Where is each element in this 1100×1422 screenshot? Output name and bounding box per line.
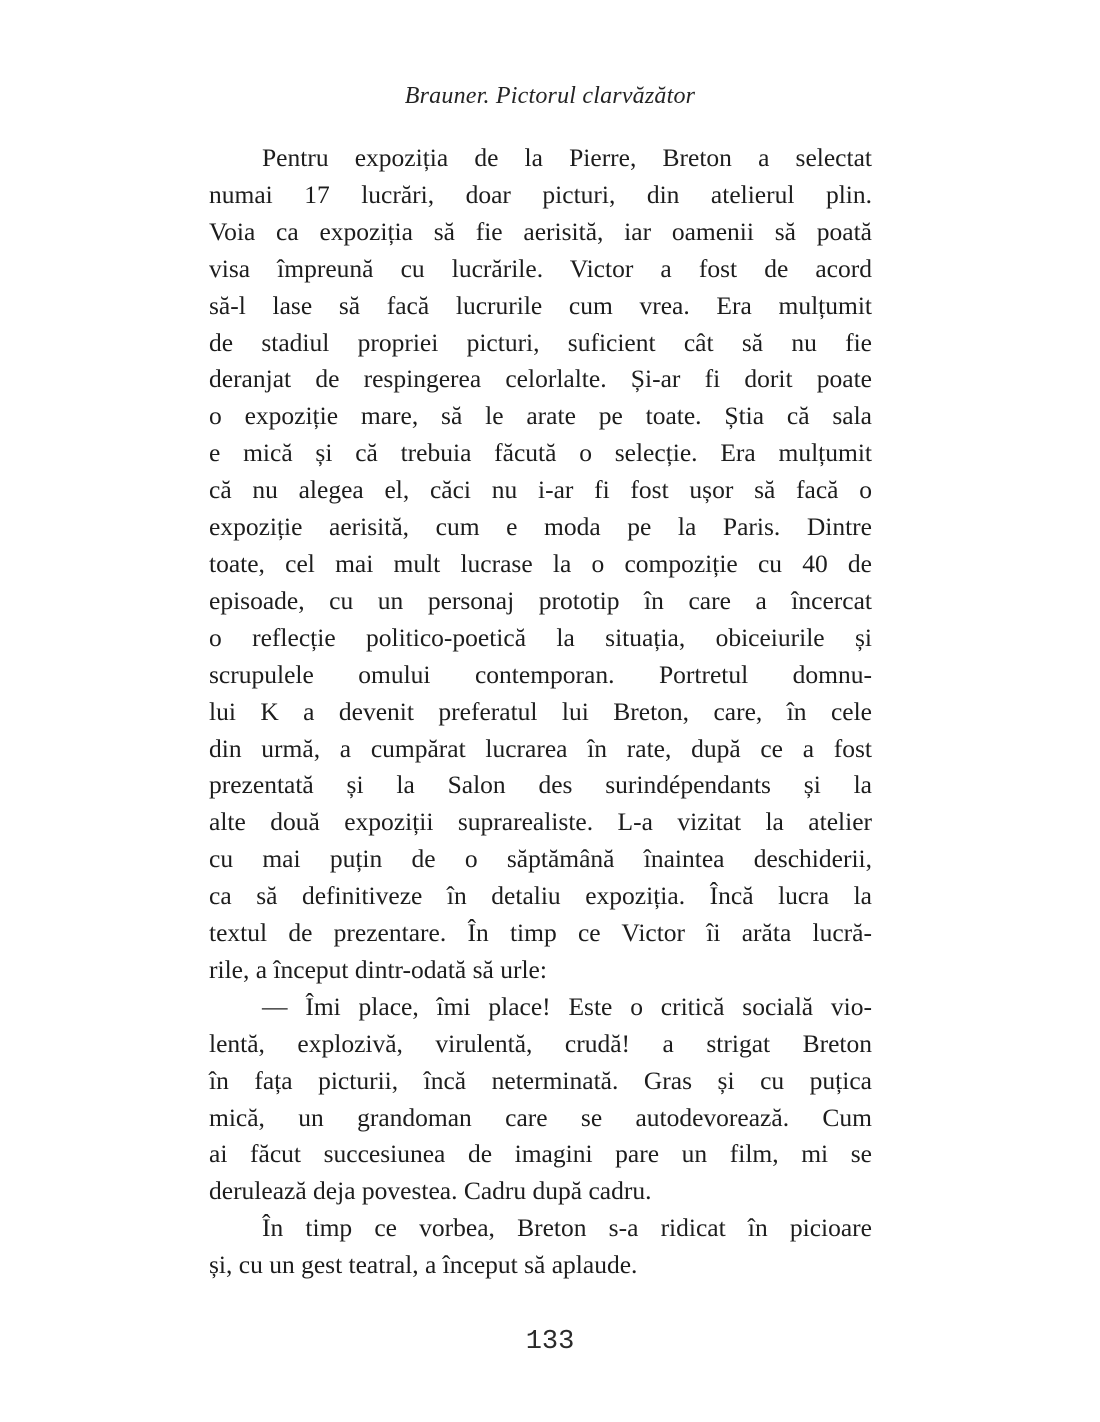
text-line: În timp ce vorbea, Breton s-a ridicat în picioare xyxy=(262,1213,872,1243)
text-line: e mică și că trebuia făcută o selecție. Era mulțumit xyxy=(209,438,872,468)
text-line: ai făcut succesiunea de imagini pare un film, mi se xyxy=(209,1139,872,1169)
text-block xyxy=(209,140,872,1284)
text-line: textul de prezentare. În timp ce Victor îi arăta lucră- xyxy=(209,918,872,948)
text-line: și, cu un gest teatral, a început să aplaude. xyxy=(209,1250,638,1280)
text-line: alte două expoziții suprarealiste. L-a vizitat la atelier xyxy=(209,807,872,837)
running-header: Brauner. Pictorul clarvăzător xyxy=(404,83,696,109)
text-line: prezentată și la Salon des surindépendants și la xyxy=(209,770,872,800)
text-line: rile, a început dintr-odată să urle: xyxy=(209,954,547,984)
text-line: de stadiul propriei picturi, suficient cât să nu fie xyxy=(209,327,872,357)
text-line: în fața picturii, încă neterminată. Gras și cu puțica xyxy=(209,1065,872,1095)
text-line: lui K a devenit preferatul lui Breton, care, în cele xyxy=(209,696,872,726)
text-line: — Îmi place, îmi place! Este o critică socială vio- xyxy=(262,991,872,1021)
page-number: 133 xyxy=(525,1327,575,1357)
text-line: o reflecție politico-poetică la situația, obiceiurile și xyxy=(209,622,872,652)
text-line: că nu alegea el, căci nu i-ar fi fost ușor să facă o xyxy=(209,475,872,505)
text-line: ca să definitiveze în detaliu expoziția. Încă lucra la xyxy=(209,881,872,911)
text-line: din urmă, a cumpărat lucrarea în rate, după ce a fost xyxy=(209,733,872,763)
text-line: expoziție aerisită, cum e moda pe la Paris. Dintre xyxy=(209,512,872,542)
text-line: Pentru expoziția de la Pierre, Breton a selectat xyxy=(262,143,872,172)
text-line: visa împreună cu lucrările. Victor a fost de acord xyxy=(209,253,872,283)
text-line: cu mai puțin de o săptămână înaintea deschiderii, xyxy=(209,844,872,874)
text-line: scrupulele omului contemporan. Portretul domnu- xyxy=(209,659,872,689)
text-line: mică, un grandoman care se autodevorează. Cum xyxy=(209,1102,872,1132)
text-line: episoade, cu un personaj prototip în care a încercat xyxy=(209,585,872,615)
text-line: să-l lase să facă lucrurile cum vrea. Era mulțumit xyxy=(209,290,872,320)
text-line: Voia ca expoziția să fie aerisită, iar oamenii să poată xyxy=(209,216,872,246)
text-line: derulează deja povestea. Cadru după cadru. xyxy=(209,1176,652,1206)
text-line: deranjat de respingerea celorlalte. Și-ar fi dorit poate xyxy=(209,364,872,394)
text-line: numai 17 lucrări, doar picturi, din atelierul plin. xyxy=(209,179,872,209)
text-line: toate, cel mai mult lucrase la o compoziție cu 40 de xyxy=(209,548,872,578)
text-line: lentă, explozivă, virulentă, crudă! a strigat Breton xyxy=(209,1028,872,1058)
text-line: o expoziție mare, să le arate pe toate. Știa că sala xyxy=(209,401,872,431)
